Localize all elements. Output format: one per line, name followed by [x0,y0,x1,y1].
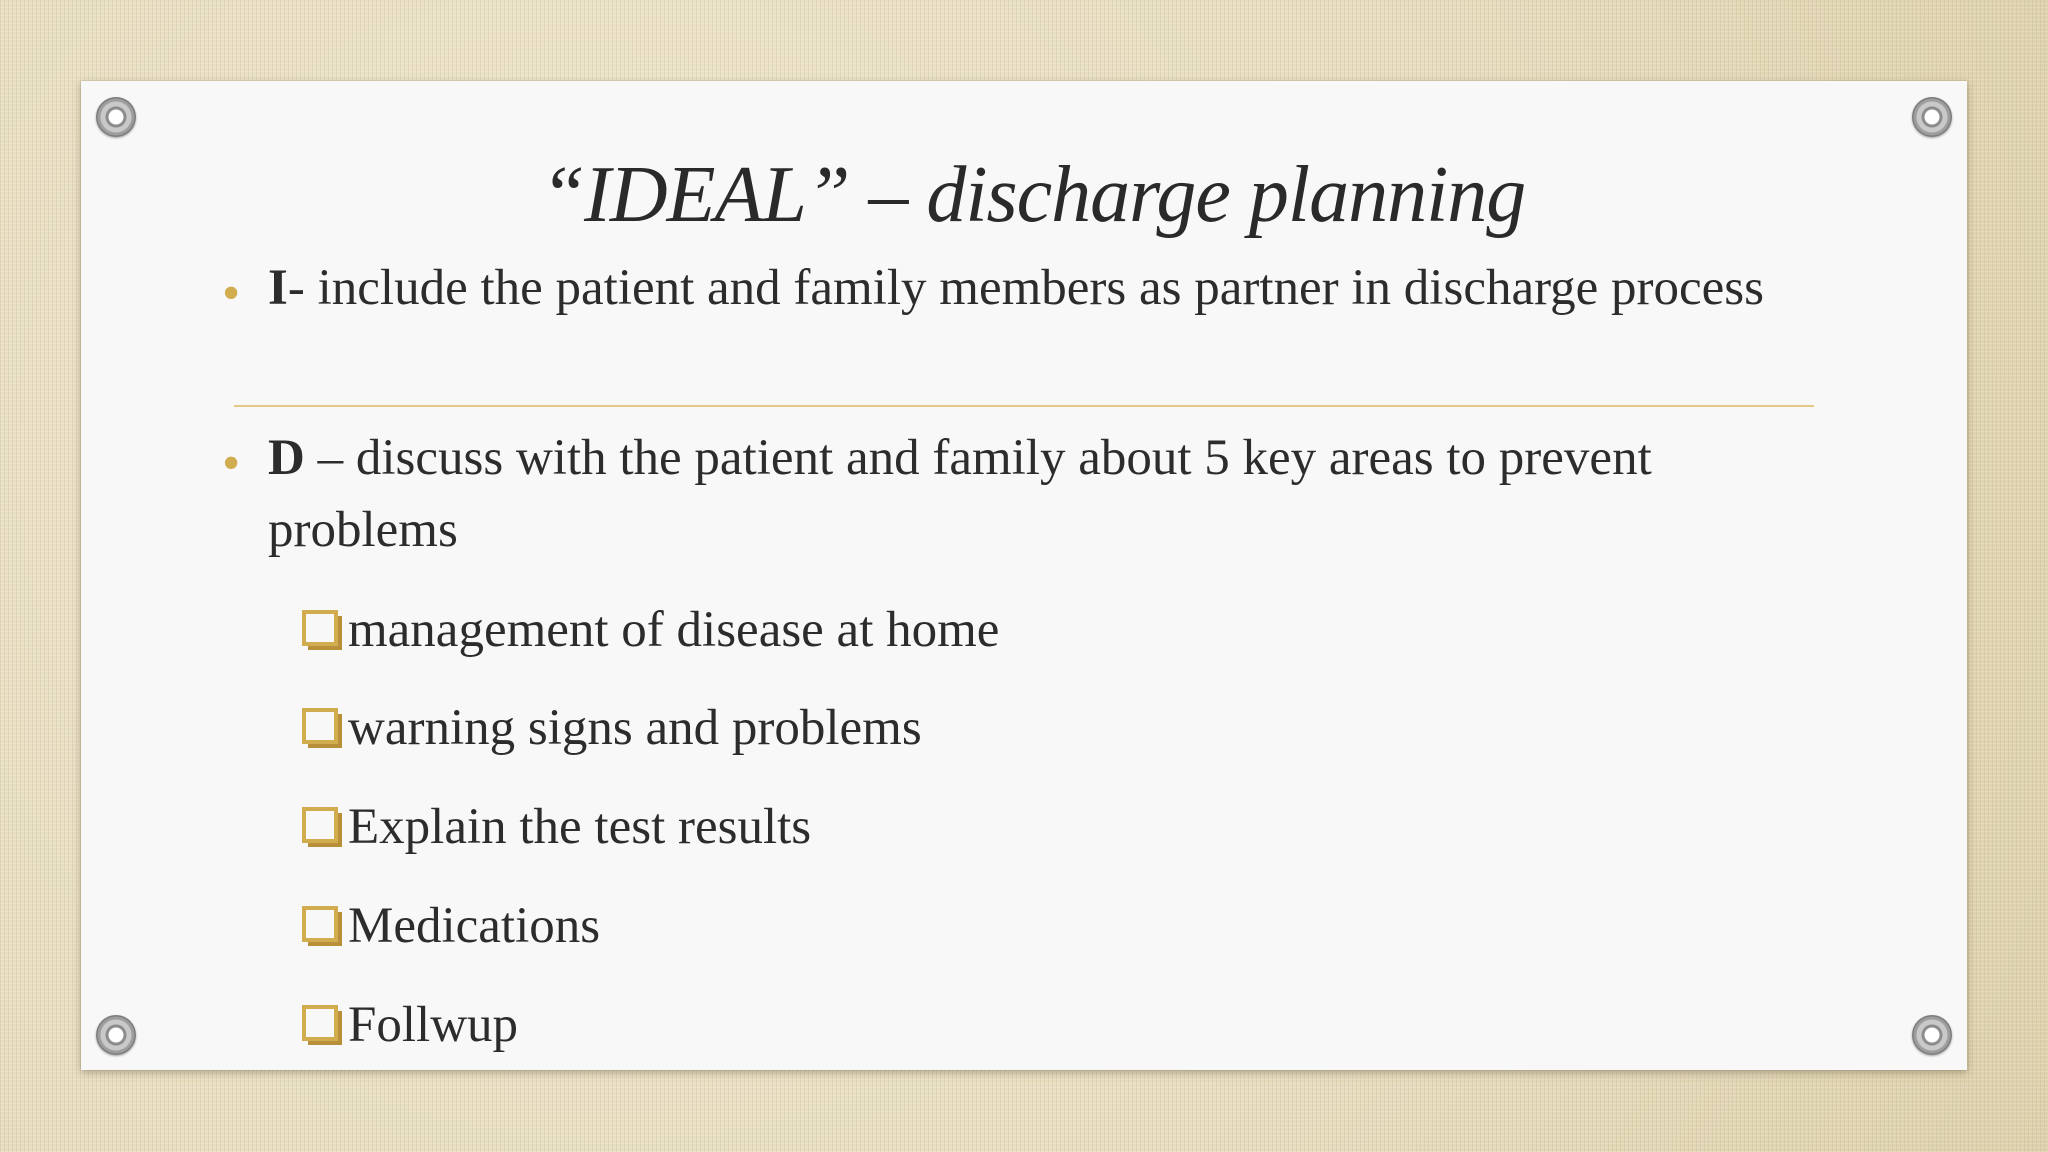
slide-title-plain: “IDEAL” – [540,151,927,239]
sub-item [302,896,600,956]
sub-item [302,600,999,660]
slide-title [240,150,1826,241]
checkbox-bullet-icon [302,807,342,847]
sub-item-label: warning signs and problems [348,700,922,756]
point-text: - include the patient and family members as partner in discharge process [287,260,1764,316]
bullet-dot-icon: • [222,265,241,322]
sub-item-label: Medications [348,898,601,954]
point-include [268,252,1828,324]
point-letter: D [268,430,305,486]
grommet-top-right-icon [1912,97,1952,137]
sub-item [302,698,922,758]
sub-item-label: Explain the test results [348,799,812,855]
sub-item-label: management of disease at home [348,602,1000,658]
checkbox-bullet-icon [302,1005,342,1045]
checkbox-bullet-icon [302,708,342,748]
checkbox-bullet-icon [302,610,342,650]
sub-item [302,995,518,1055]
bullet-dot-icon: • [222,435,241,492]
point-discuss [268,422,1828,566]
point-text: – discuss with the patient and family about 5 key areas to prevent problems [268,430,1652,558]
grommet-top-left-icon [96,97,136,137]
grommet-bottom-left-icon [96,1015,136,1055]
divider-line [234,405,1814,407]
slide-title-italic: discharge planning [926,151,1526,239]
checkbox-bullet-icon [302,906,342,946]
point-letter: I [268,260,288,316]
grommet-bottom-right-icon [1912,1015,1952,1055]
sub-item-label: Follwup [348,997,519,1053]
sub-item [302,797,811,857]
